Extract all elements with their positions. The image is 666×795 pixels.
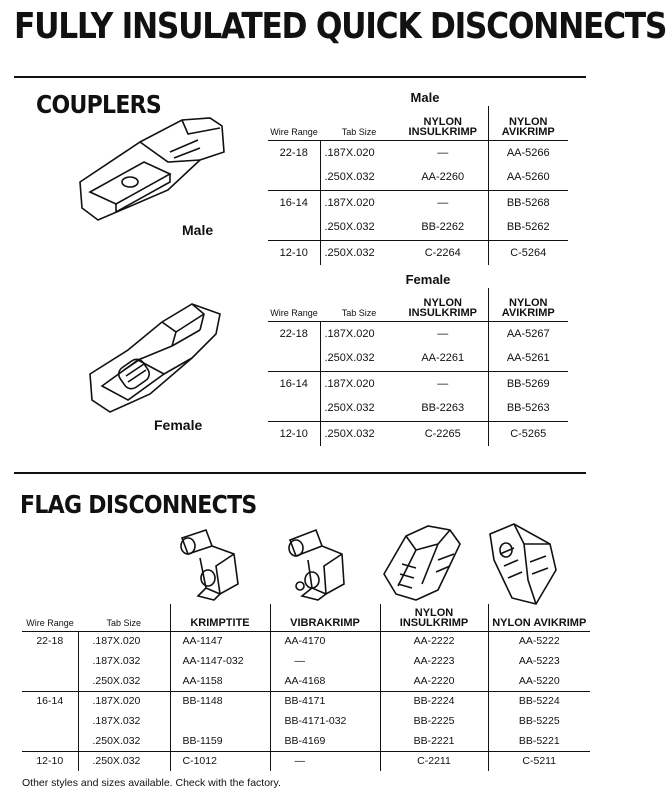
vibrakrimp-header: VIBRAKRIMP <box>270 604 380 631</box>
krimptite-cell <box>170 711 270 731</box>
male-caption: Male <box>182 222 214 238</box>
flag-heading: FLAG DISCONNECTS <box>20 490 257 519</box>
avikrimp-cell: BB-5262 <box>488 215 568 240</box>
range-cell <box>22 671 78 691</box>
range-cell <box>268 215 320 240</box>
insulkrimp-cell: AA-2261 <box>398 346 488 371</box>
tab-cell: .250X.032 <box>320 215 398 240</box>
insulkrimp-header: NYLON INSULKRIMP <box>398 288 488 321</box>
krimptite-cell: AA-1158 <box>170 671 270 691</box>
insulkrimp-cell: BB-2225 <box>380 711 488 731</box>
insulkrimp-cell: — <box>437 327 449 340</box>
vibrakrimp-cell: BB-4171 <box>270 691 380 711</box>
tab-cell: .187X.020 <box>324 196 375 209</box>
avikrimp-cell: BB-5221 <box>488 731 590 751</box>
tab-cell: .250X.032 <box>78 671 170 691</box>
range-cell <box>268 346 320 371</box>
avikrimp-header: NYLON AVIKRIMP <box>488 604 590 631</box>
avikrimp-header: NYLON AVIKRIMP <box>488 288 568 321</box>
insulkrimp-cell: BB-2221 <box>380 731 488 751</box>
section-divider <box>14 472 586 474</box>
range-cell <box>268 396 320 421</box>
tab-cell: .250X.032 <box>320 396 398 421</box>
range-cell: 22-18 <box>268 140 320 165</box>
range-cell <box>22 651 78 671</box>
avikrimp-cell: C-5211 <box>488 751 590 771</box>
tab-size-header: Tab Size <box>320 106 398 140</box>
female-table-title: Female <box>405 272 451 287</box>
avikrimp-cell: BB-5224 <box>488 691 590 711</box>
female-coupler-illustration <box>80 300 230 415</box>
avikrimp-cell: BB-5268 <box>488 190 568 215</box>
tab-cell: .187X.020 <box>92 695 141 708</box>
insulkrimp-cell: AA-2222 <box>380 631 488 651</box>
avikrimp-cell: AA-5260 <box>488 165 568 190</box>
insulkrimp-cell: AA-2220 <box>380 671 488 691</box>
range-cell: 22-18 <box>22 631 78 651</box>
tab-cell: .187X.032 <box>92 655 141 667</box>
tab-cell: .187X.020 <box>324 327 375 340</box>
tab-size-header: Tab Size <box>320 288 398 321</box>
range-cell: 16-14 <box>22 691 78 711</box>
insulkrimp-cell: AA-2260 <box>398 165 488 190</box>
krimptite-header: KRIMPTITE <box>170 604 270 631</box>
avikrimp-cell: BB-5225 <box>488 711 590 731</box>
tab-cell: .187X.020 <box>324 377 375 390</box>
tab-cell: .187X.020 <box>324 146 375 159</box>
avikrimp-cell: C-5264 <box>488 240 568 265</box>
insulkrimp-cell: — <box>437 196 449 209</box>
range-cell: 12-10 <box>268 421 320 446</box>
flag-disconnect-table <box>22 604 590 771</box>
range-cell: 12-10 <box>268 240 320 265</box>
tab-cell: .250X.032 <box>92 755 141 768</box>
insulkrimp-header: NYLON INSULKRIMP <box>398 106 488 140</box>
range-cell <box>22 731 78 751</box>
insulkrimp-cell: — <box>437 377 449 390</box>
avikrimp-cell: AA-5266 <box>488 140 568 165</box>
range-cell <box>22 711 78 731</box>
tab-size-header: Tab Size <box>78 604 170 631</box>
insulkrimp-cell: BB-2262 <box>398 215 488 240</box>
male-table-title: Male <box>410 90 440 105</box>
range-cell: 12-10 <box>22 751 78 771</box>
krimptite-flag-illustration <box>176 524 252 602</box>
tab-cell: .187X.020 <box>92 635 141 648</box>
insulkrimp-cell: BB-2263 <box>398 396 488 421</box>
krimptite-cell: BB-1148 <box>170 691 270 711</box>
avikrimp-cell: AA-5223 <box>488 651 590 671</box>
insulkrimp-cell: C-2211 <box>380 751 488 771</box>
footnote: Other styles and sizes available. Check with the factory. <box>22 777 281 789</box>
wire-range-header: Wire Range <box>22 604 78 631</box>
krimptite-cell: C-1012 <box>170 751 270 771</box>
vibrakrimp-cell: — <box>270 651 380 671</box>
insulkrimp-cell: — <box>437 146 449 159</box>
wire-range-header: Wire Range <box>268 106 320 140</box>
avikrimp-flag-illustration <box>484 520 560 606</box>
tab-cell: .250X.032 <box>320 165 398 190</box>
female-coupler-table <box>268 288 568 446</box>
male-coupler-table <box>268 106 568 265</box>
vibrakrimp-flag-illustration <box>272 524 352 602</box>
tab-cell: .250X.032 <box>320 346 398 371</box>
krimptite-cell: AA-1147-032 <box>170 651 270 671</box>
insulkrimp-cell: C-2265 <box>424 427 461 440</box>
female-caption: Female <box>154 417 203 433</box>
avikrimp-cell: AA-5261 <box>488 346 568 371</box>
avikrimp-cell: AA-5267 <box>488 321 568 346</box>
insulkrimp-cell: AA-2223 <box>380 651 488 671</box>
avikrimp-cell: AA-5220 <box>488 671 590 691</box>
tab-cell: .187X.032 <box>92 715 141 727</box>
avikrimp-cell: AA-5222 <box>488 631 590 651</box>
vibrakrimp-cell: — <box>270 751 380 771</box>
avikrimp-cell: C-5265 <box>488 421 568 446</box>
avikrimp-cell: BB-5269 <box>488 371 568 396</box>
avikrimp-header: NYLON AVIKRIMP <box>488 106 568 140</box>
insulkrimp-flag-illustration <box>376 520 468 604</box>
male-coupler-illustration <box>70 112 250 222</box>
insulkrimp-cell: C-2264 <box>424 246 461 259</box>
wire-range-header: Wire Range <box>268 288 320 321</box>
tab-cell: .250X.032 <box>324 427 375 440</box>
vibrakrimp-cell: AA-4170 <box>270 631 380 651</box>
krimptite-cell: BB-1159 <box>170 731 270 751</box>
insulkrimp-header: NYLON INSULKRIMP <box>380 604 488 631</box>
avikrimp-cell: BB-5263 <box>488 396 568 421</box>
insulkrimp-cell: BB-2224 <box>380 691 488 711</box>
tab-cell: .250X.032 <box>78 731 170 751</box>
vibrakrimp-cell: BB-4171-032 <box>270 711 380 731</box>
vibrakrimp-cell: BB-4169 <box>270 731 380 751</box>
range-cell: 16-14 <box>268 190 320 215</box>
title-divider <box>14 76 586 78</box>
krimptite-cell: AA-1147 <box>170 631 270 651</box>
page-title: FULLY INSULATED QUICK DISCONNECTS <box>14 6 666 47</box>
range-cell: 16-14 <box>268 371 320 396</box>
tab-cell: .250X.032 <box>324 246 375 259</box>
range-cell: 22-18 <box>268 321 320 346</box>
couplers-heading: COUPLERS <box>36 90 162 119</box>
vibrakrimp-cell: AA-4168 <box>270 671 380 691</box>
range-cell <box>268 165 320 190</box>
